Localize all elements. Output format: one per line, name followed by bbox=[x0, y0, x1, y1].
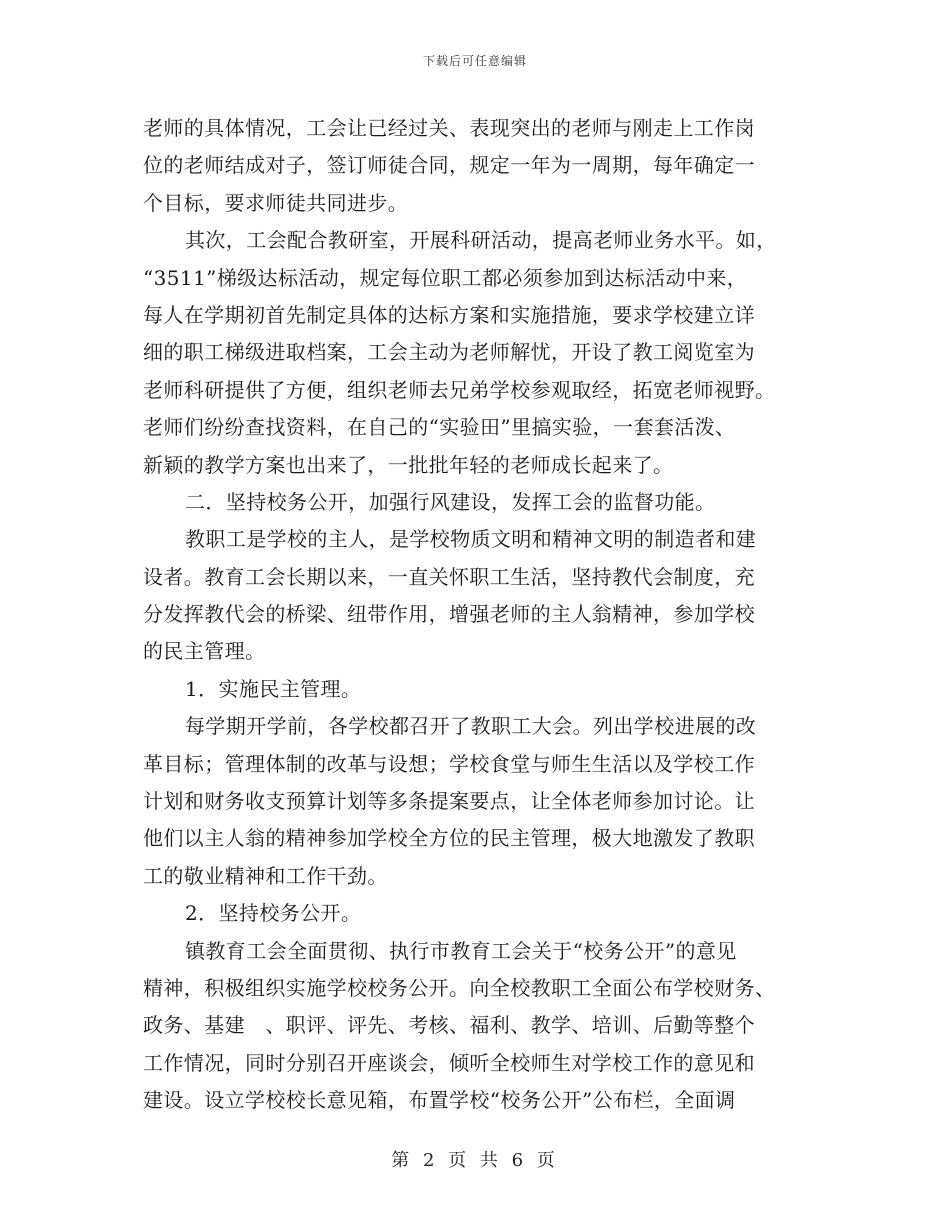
text-line: 个目标，要求师徒共同进步。 bbox=[143, 190, 409, 215]
text-line: 工的敬业精神和工作干劲。 bbox=[143, 863, 388, 888]
text-line: 政务、基建 、职评、评先、考核、福利、教学、培训、后勤等整个 bbox=[143, 1013, 755, 1038]
text-line: 工作情况，同时分别召开座谈会，倾听全校师生对学校工作的意见和 bbox=[143, 1050, 755, 1075]
text-line: 革目标；管理体制的改革与设想；学校食堂与师生生活以及学校工作 bbox=[143, 751, 755, 776]
text-line: 建设。设立学校校长意见箱，布置学校“校务公开”公布栏，全面调 bbox=[143, 1088, 736, 1113]
text-line: 精神，积极组织实施学校校务公开。向全校教职工全面公布学校财务、 bbox=[143, 975, 776, 1000]
text-line: 教职工是学校的主人，是学校物质文明和精神文明的制造者和建 bbox=[185, 527, 757, 552]
text-line: 老师们纷纷查找资料，在自己的“实验田”里搞实验，一套套活泼、 bbox=[143, 415, 736, 440]
text-line: 细的职工梯级进取档案，工会主动为老师解忧，开设了教工阅览室为 bbox=[143, 340, 755, 365]
text-line: 镇教育工会全面贯彻、执行市教育工会关于“校务公开”的意见 bbox=[185, 938, 737, 963]
text-line: 的民主管理。 bbox=[143, 639, 266, 664]
text-line: 其次，工会配合教研室，开展科研活动，提高老师业务水平。如， bbox=[185, 228, 777, 253]
page-header-note: 下载后可任意编辑 bbox=[422, 54, 527, 68]
text-line: 设者。教育工会长期以来，一直关怀职工生活，坚持教代会制度，充 bbox=[143, 564, 755, 589]
page-number-footer: 第 2 页 共 6 页 bbox=[391, 1150, 559, 1171]
text-line: 1．实施民主管理。 bbox=[185, 676, 362, 701]
document-body bbox=[143, 110, 808, 1120]
text-line: 老师科研提供了方便，组织老师去兄弟学校参观取经，拓宽老师视野。 bbox=[143, 377, 776, 402]
text-line: 新颖的教学方案也出来了，一批批年轻的老师成长起来了。 bbox=[143, 452, 674, 477]
text-line: 2．坚持校务公开。 bbox=[185, 901, 362, 926]
text-line: 每学期开学前，各学校都召开了教职工大会。列出学校进展的改 bbox=[185, 714, 757, 739]
text-line: 他们以主人翁的精神参加学校全方位的民主管理，极大地激发了教职 bbox=[143, 826, 755, 851]
text-line: 位的老师结成对子，签订师徒合同，规定一年为一周期，每年确定一 bbox=[143, 153, 755, 178]
text-line: 分发挥教代会的桥梁、纽带作用，增强老师的主人翁精神，参加学校 bbox=[143, 602, 755, 627]
text-line: “3511”梯级达标活动，规定每位职工都必须参加到达标活动中来， bbox=[143, 265, 748, 290]
text-line: 二．坚持校务公开，加强行风建设，发挥工会的监督功能。 bbox=[185, 489, 716, 514]
text-line: 计划和财务收支预算计划等多条提案要点，让全体老师参加讨论。让 bbox=[143, 789, 755, 814]
text-line: 每人在学期初首先制定具体的达标方案和实施措施，要求学校建立详 bbox=[143, 302, 755, 327]
text-line: 老师的具体情况，工会让已经过关、表现突出的老师与刚走上工作岗 bbox=[143, 116, 755, 140]
